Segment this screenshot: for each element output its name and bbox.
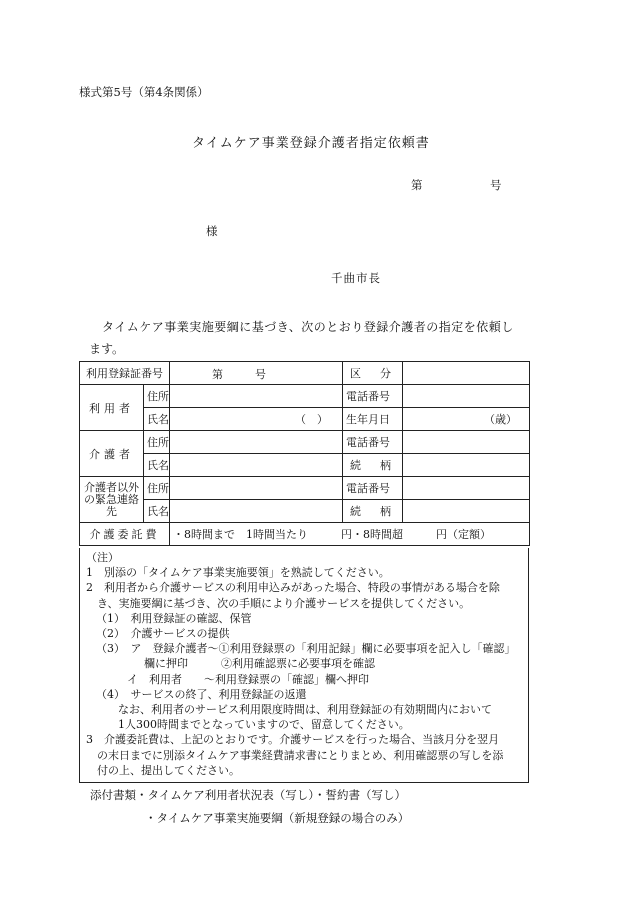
emergency-relation-value[interactable] (403, 500, 530, 523)
table-row (80, 477, 530, 500)
fee-label: 介護委託費 (80, 523, 170, 546)
note-line: （3） ア 登録介護者～①利用登録票の「利用記録」欄に必要事項を記入し「確認」 (96, 642, 516, 656)
issuer: 千曲市長 (331, 271, 381, 285)
reg-no-suffix: 号 (255, 368, 266, 381)
note-line: （注） (86, 551, 119, 564)
caregiver-address-value[interactable] (170, 431, 343, 454)
caregiver-name-label: 氏名 (144, 454, 170, 477)
caregiver-name-value[interactable] (170, 454, 343, 477)
note-line: （4） サービスの終了、利用登録証の返還 (96, 687, 307, 701)
emergency-relation-label: 続 柄 (343, 500, 403, 523)
note-line: （1） 利用登録証の確認、保管 (96, 611, 252, 625)
emergency-phone-value[interactable] (403, 477, 530, 500)
user-address-value[interactable] (170, 385, 343, 408)
user-label: 利用者 (80, 385, 144, 431)
emergency-address-value[interactable] (170, 477, 343, 500)
note-line: 付の上、提出してください。 (86, 763, 240, 777)
user-name-value[interactable]: （ ） (170, 408, 343, 431)
request-table (79, 361, 530, 546)
emergency-contact-label: 介護者以外の緊急連絡先 (80, 477, 144, 523)
doc-number-suffix: 号 (490, 178, 502, 192)
attachments-line-2: ・タイムケア事業実施要綱（新規登録の場合のみ） (145, 811, 410, 825)
user-phone-label: 電話番号 (343, 385, 403, 408)
birth-value[interactable]: （歳） (403, 408, 530, 431)
intro-line-2: ます。 (89, 342, 125, 356)
table-row (80, 385, 530, 408)
notes-box (79, 548, 529, 783)
attachments-line-1: 添付書類・タイムケア利用者状況表（写し）・誓約書（写し） (90, 788, 407, 802)
user-address-label: 住所 (144, 385, 170, 408)
caregiver-phone-value[interactable] (403, 431, 530, 454)
table-row (80, 454, 530, 477)
document-title: タイムケア事業登録介護者指定依頼書 (192, 136, 430, 151)
intro-line-1: タイムケア事業実施要綱に基づき、次のとおり登録介護者の指定を依頼し (102, 320, 514, 334)
reg-no-label: 利用登録証番号 (80, 362, 170, 385)
note-line: き、実施要綱に基づき、次の手順により介護サービスを提供してください。 (86, 596, 471, 610)
note-line: 1人300時間までとなっていますので、留意してください。 (118, 718, 410, 732)
emergency-address-label: 住所 (144, 477, 170, 500)
birth-label: 生年月日 (343, 408, 403, 431)
note-line: の末日までに別添タイムケア事業経費請求書にとりまとめ、利用確認票の写しを添 (86, 748, 504, 762)
table-row (80, 431, 530, 454)
note-line: イ 利用者 ～利用登録票の「確認」欄へ押印 (127, 672, 369, 686)
note-line: なお、利用者のサービス利用限度時間は、利用登録証の有効期間内において (118, 703, 492, 717)
emergency-phone-label: 電話番号 (343, 477, 403, 500)
note-line: 1 別添の「タイムケア事業実施要領」を熟読してください。 (86, 566, 390, 580)
caregiver-label: 介護者 (80, 431, 144, 477)
caregiver-phone-label: 電話番号 (343, 431, 403, 454)
note-line: （2） 介護サービスの提供 (96, 627, 230, 641)
note-line: 欄に押印 ②利用確認票に必要事項を確認 (144, 657, 375, 671)
category-value[interactable] (403, 362, 530, 385)
caregiver-relation-value[interactable] (403, 454, 530, 477)
reg-no-prefix: 第 (212, 368, 223, 381)
note-line: 3 介護委託費は、上記のとおりです。介護サービスを行った場合、当該月分を翌月 (86, 733, 500, 747)
table-row (80, 362, 530, 385)
category-label: 区 分 (343, 362, 403, 385)
reg-no-cell[interactable] (170, 362, 343, 385)
table-row (80, 523, 530, 546)
doc-number-prefix: 第 (411, 178, 423, 192)
caregiver-address-label: 住所 (144, 431, 170, 454)
table-row (80, 500, 530, 523)
table-row (80, 408, 530, 431)
fee-value[interactable]: ・8時間まで 1時間当たり 円・8時間超 円（定額） (170, 523, 530, 546)
emergency-name-value[interactable] (170, 500, 343, 523)
form-number: 様式第5号（第4条関係） (79, 85, 209, 99)
note-line: 2 利用者から介護サービスの利用申込みがあった場合、特段の事情がある場合を除 (86, 581, 500, 595)
caregiver-relation-label: 続 柄 (343, 454, 403, 477)
emergency-name-label: 氏名 (144, 500, 170, 523)
user-name-label: 氏名 (144, 408, 170, 431)
addressee-suffix: 様 (206, 224, 218, 238)
user-phone-value[interactable] (403, 385, 530, 408)
